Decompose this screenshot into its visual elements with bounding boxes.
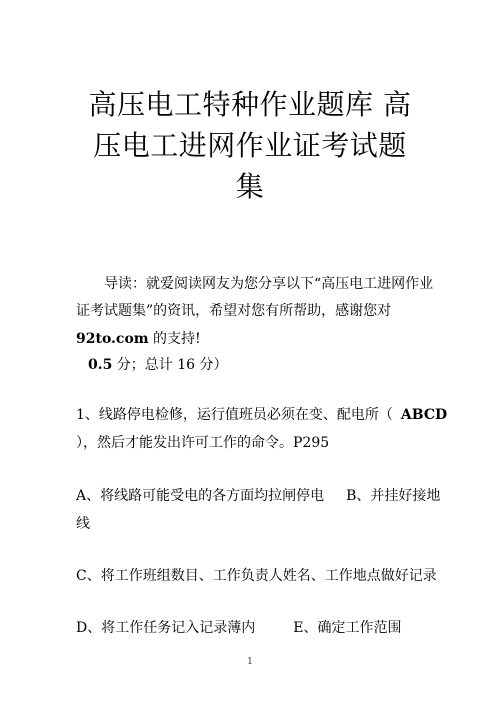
option-d-line (76, 618, 401, 638)
site-name: 92to.com (76, 331, 149, 347)
option-d: D、将工作任务记入记录薄内 (76, 620, 256, 636)
document-title (60, 84, 440, 207)
score-text: 分；总计 16 分） (112, 357, 228, 373)
option-c: C、将工作班组数目、工作负责人姓名、工作地点做好记录 (76, 568, 437, 584)
question-1-rest: ，然后才能发出许可工作的命令。P295 (83, 435, 330, 451)
option-b: B、并挂好接地 (346, 488, 441, 504)
question-1-paren: ） (76, 435, 83, 451)
option-b-continuation: 线 (76, 516, 90, 532)
title-line-1: 高压电工特种作业题库 高 (88, 88, 412, 121)
option-a: A、将线路可能受电的各方面均拉闸停电 (76, 488, 325, 504)
question-1-line-1 (76, 405, 447, 425)
option-a-line (76, 486, 440, 506)
intro-line-3 (76, 329, 201, 349)
score-value: 0.5 (88, 357, 113, 373)
title-line-3: 集 (235, 170, 265, 203)
option-e: E、确定工作范围 (293, 620, 402, 636)
title-line-2: 压电工进网作业证考试题 (93, 129, 407, 162)
intro-line-1: 导读：就爱阅读网友为您分享以下“高压电工进网作业 (104, 276, 434, 292)
page-number: 1 (247, 657, 253, 667)
question-1-answer: ABCD (400, 407, 448, 423)
question-1-prefix: 1、线路停电检修，运行值班员必须在变、配电所（ (76, 407, 393, 423)
intro-line-3-rest: 的支持! (148, 331, 201, 347)
intro-line-2: 证考试题集”的资讯，希望对您有所帮助，感谢您对 (76, 303, 392, 319)
score-line (88, 355, 228, 375)
question-1-line-2 (76, 433, 329, 453)
